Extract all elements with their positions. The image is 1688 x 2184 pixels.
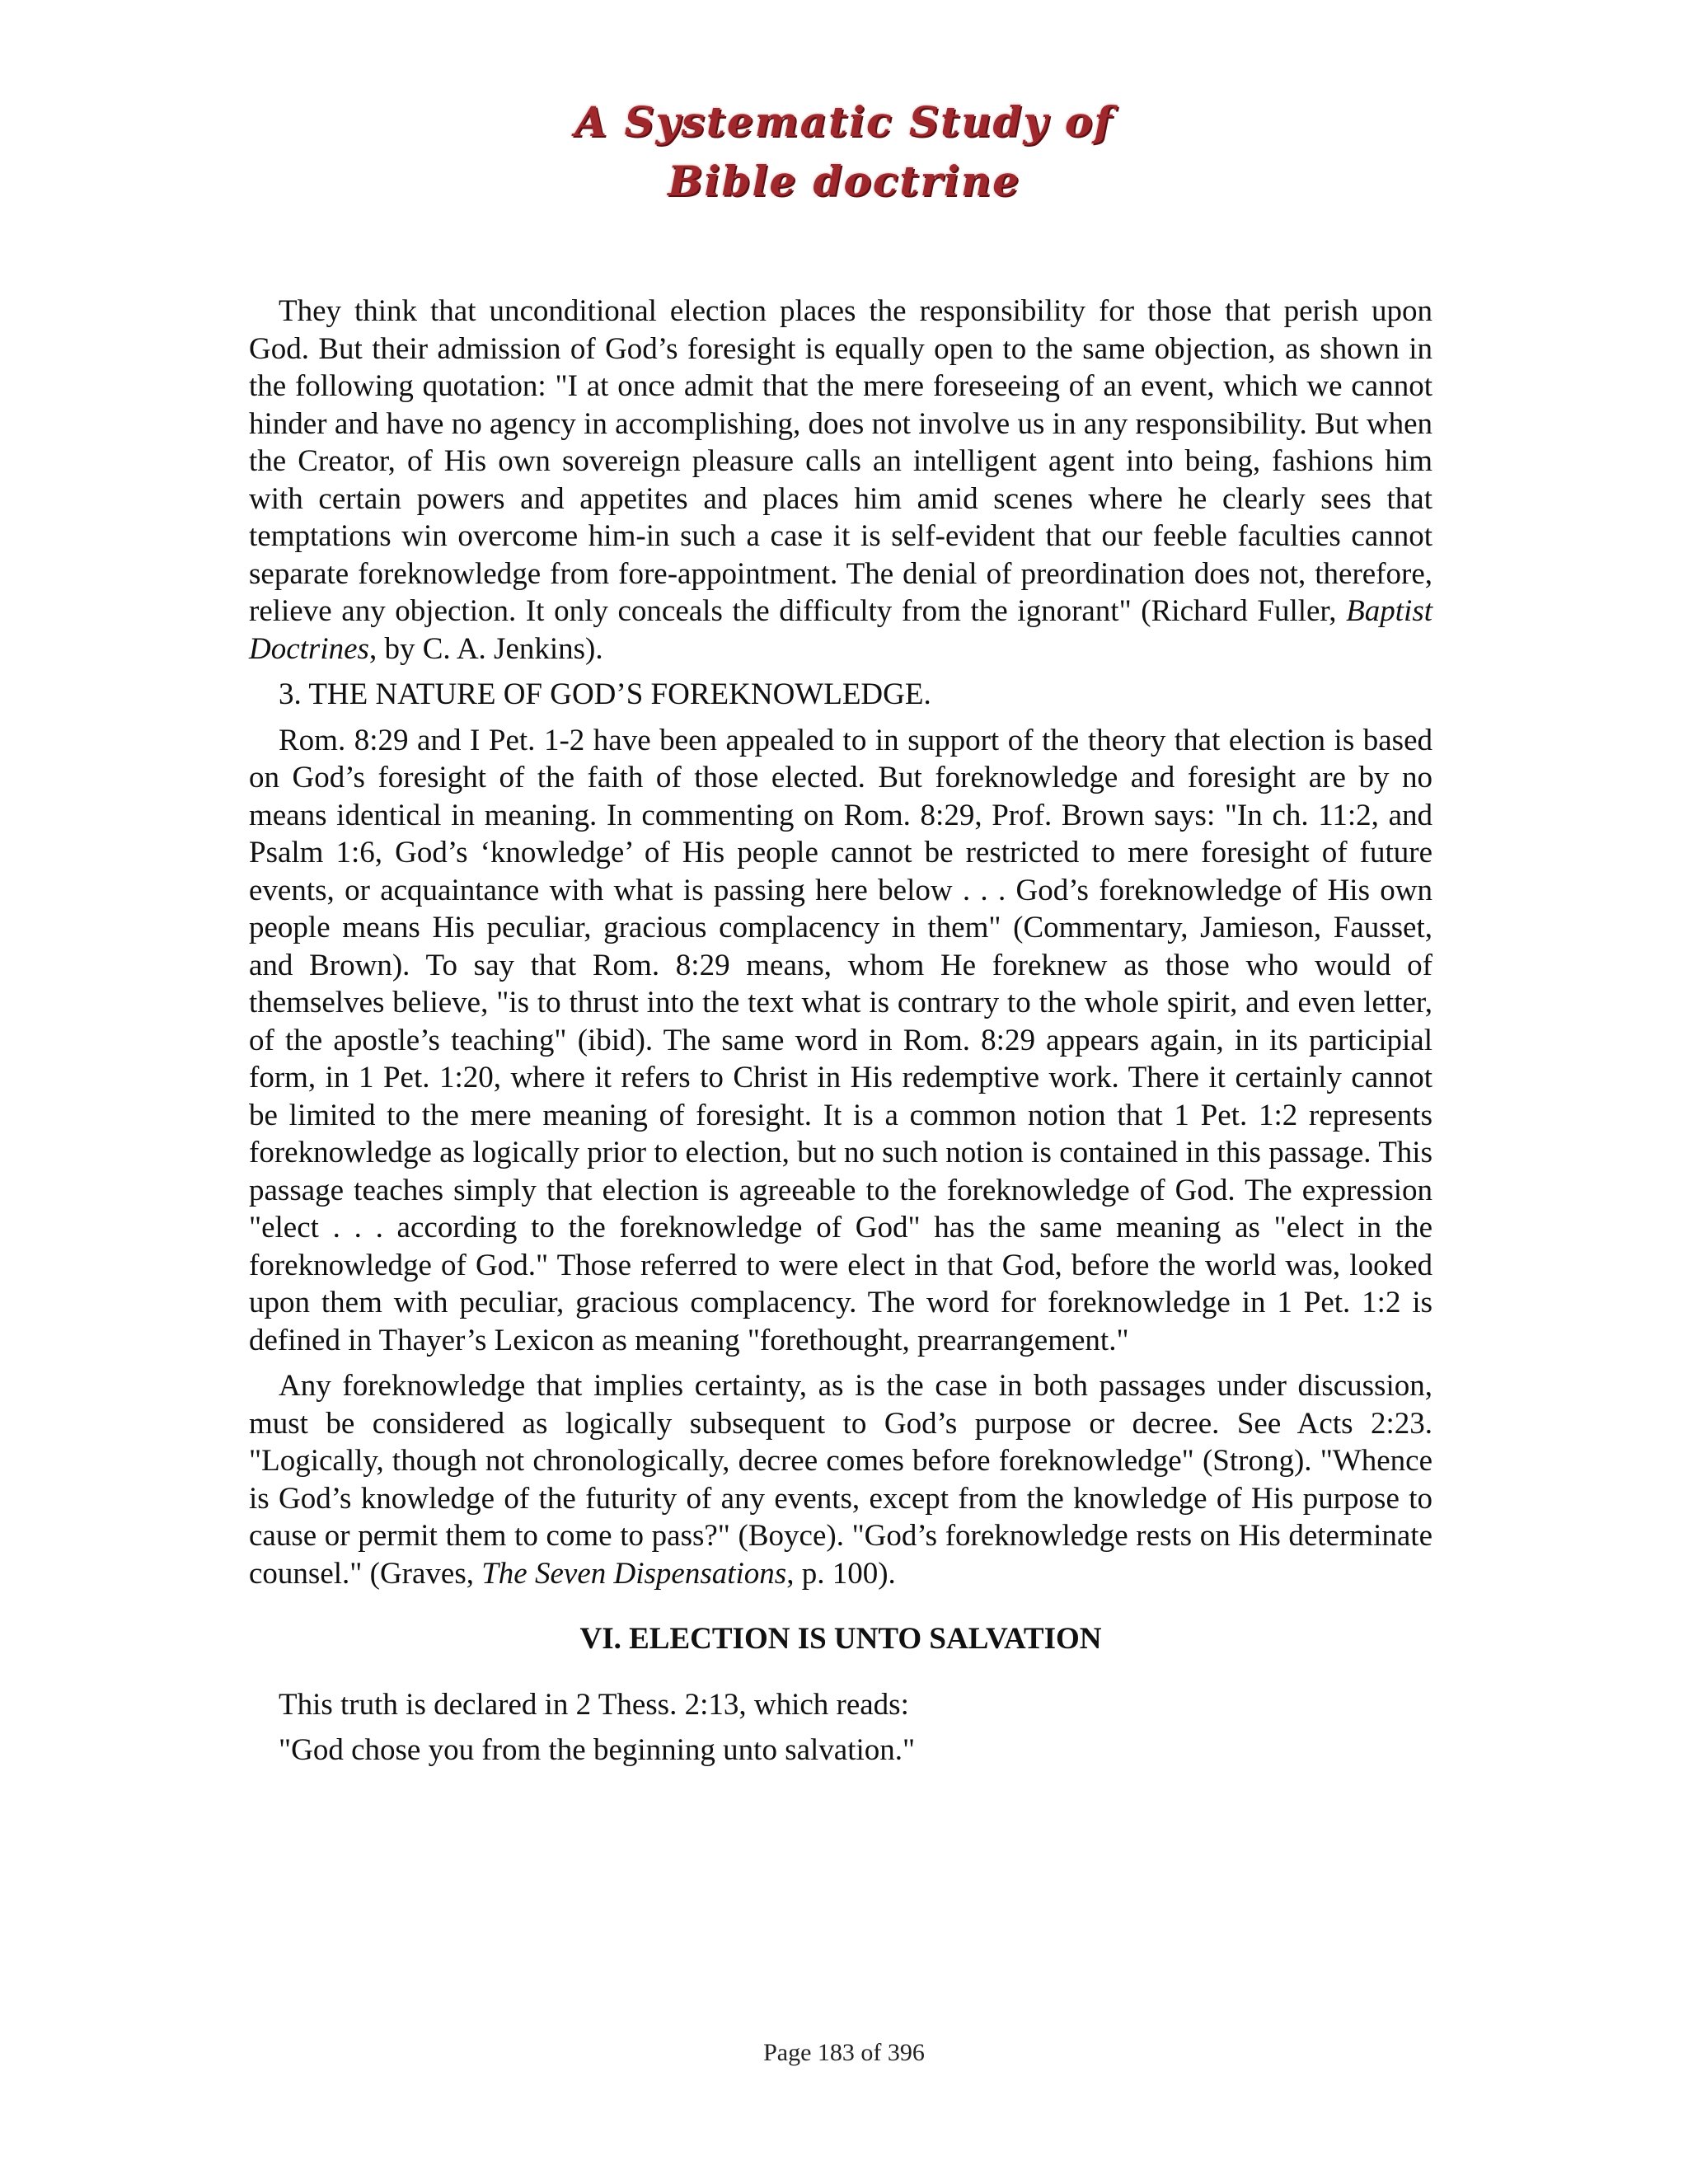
paragraph-1-book-title: Baptist Doctrines [249,594,1432,666]
book-title-line-2: Bible doctrine [668,157,1020,205]
page-body [249,293,1432,1778]
paragraph-2: Rom. 8:29 and I Pet. 1-2 have been appealed to in support of the theory that election is based on God’s foresight of the faith of those elected. But foreknowledge and foresight are by no means identical in meaning. In commenting on Rom. 8:29, Prof. Brown says: "In ch. 11:2, and Psalm 1:6, God’s ‘knowledge’ of His people cannot be restricted to mere foresight of future events, or acquaintance with what is passing here below . . . God’s foreknowledge of His own people means His peculiar, gracious complacency in them" (Commentary, Jamieson, Fausset, and Brown). To say that Rom. 8:29 means, whom He foreknew as those who would of themselves believe, "is to thrust into the text what is contrary to the whole spirit, and even letter, of the apostle’s teaching" (ibid). The same word in Rom. 8:29 appears again, in its participial form, in 1 Pet. 1:20, where it refers to Christ in His redemptive work. There it certainly cannot be limited to the mere meaning of foresight. It is a common notion that 1 Pet. 1:2 represents foreknowledge as logically prior to election, but no such notion is contained in this passage. This passage teaches simply that election is agreeable to the foreknowledge of God. The expression "elect . . . according to the foreknowledge of God" has the same meaning as "elect in the foreknowledge of God." Those referred to were elect in that God, before the world was, looked upon them with peculiar, gracious complacency. The word for foreknowledge in 1 Pet. 1:2 is defined in Thayer’s Lexicon as meaning "forethought, prearrangement." [249,723,1432,1357]
paragraph-1 [249,293,1432,668]
paragraph-1-text-a: They think that unconditional election places the responsibility for those that perish upon God. But their admission of God’s foresight is equally open to the same objection, as shown in the following quotation: "I at once admit that the mere foreseeing of an event, which we cannot hinder and have no agency in accomplishing, does not involve us in any responsibility. But when the Creator, of His own sovereign pleasure calls an intelligent agent into being, fashions him with certain powers and appetites and places him amid scenes where he clearly sees that temptations win overcome him-in such a case it is self-evident that our feeble faculties cannot separate foreknowledge from fore-appointment. The denial of preordination does not, therefore, relieve any objection. It only conceals the difficulty from the ignorant" (Richard Fuller, [249,294,1432,628]
page-number: Page 183 of 396 [763,2039,925,2066]
book-title-banner [0,92,1688,211]
section-6-heading: VI. ELECTION IS UNTO SALVATION [579,1622,1102,1656]
book-title-line-1: A Systematic Study of [574,97,1114,146]
paragraph-3-text-a: Any foreknowledge that implies certainty, as is the case in both passages under discussion, must be considered as logically subsequent to God’s purpose or decree. See Acts 2:23. "Logically, though not chronologically, decree comes before foreknowledge" (Strong). "Whence is God’s knowledge of the futurity of any events, except from the knowledge of His purpose to cause or permit them to come to pass?" (Boyce). "God’s foreknowledge rests on His determinate counsel." (Graves, [249,1369,1432,1591]
paragraph-3 [249,1367,1432,1592]
paragraph-3-book-title: The Seven Dispensations [481,1556,787,1591]
paragraph-4: This truth is declared in 2 Thess. 2:13, which reads: [279,1687,909,1722]
paragraph-3-text-b: , p. 100). [786,1556,896,1591]
paragraph-5-quote: "God chose you from the beginning unto salvation." [279,1733,916,1767]
section-3-heading: 3. THE NATURE OF GOD’S FOREKNOWLEDGE. [279,677,931,711]
paragraph-1-text-b: , by C. A. Jenkins). [368,631,603,666]
